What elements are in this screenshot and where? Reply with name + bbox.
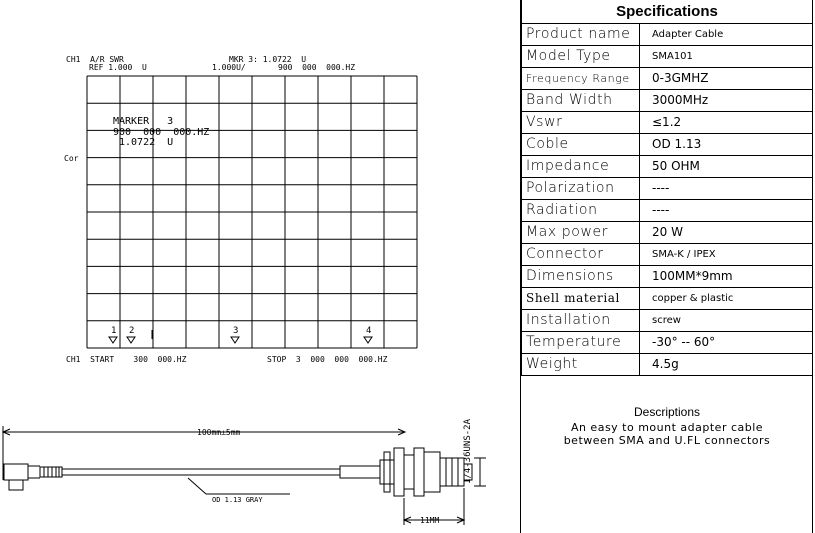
specifications-panel [520,0,813,533]
description-title: Descriptions [633,405,701,419]
length-dimension-label: 100mm±5mm [197,428,241,437]
spec-value: copper & plastic [640,287,813,309]
spec-row [522,67,813,89]
spec-value: 50 OHM [640,155,813,177]
plot-ref-label: REF 1.000 U [89,63,147,72]
spec-key: Band Width [522,89,640,111]
spec-value: 3000MHz [640,89,813,111]
spec-value: -30° -- 60° [640,331,813,353]
spec-value: 100MM*9mm [640,265,813,287]
spec-row [522,265,813,287]
cable-technical-drawing [0,360,515,533]
spec-row [522,309,813,331]
marker-arrow [364,337,372,343]
spec-value: SMA-K / IPEX [640,243,813,265]
spec-key: Radiation [522,199,640,221]
marker-value: 1.0722 U [119,137,174,148]
spec-row [522,133,813,155]
spec-key: Impedance [522,155,640,177]
spec-value: screw [640,309,813,331]
spec-key: Product name [522,23,640,45]
marker-arrow [127,337,135,343]
description-block [521,405,813,447]
plot-scale-label: 1.000U/ [212,63,246,72]
spec-row [522,155,813,177]
marker-arrow [231,337,239,343]
spec-value: ---- [640,199,813,221]
spec-key: Model Type [522,45,640,67]
marker-glyph: 1 [111,326,117,336]
spec-row [522,243,813,265]
spec-row [522,23,813,45]
spec-value: OD 1.13 [640,133,813,155]
spec-row [522,221,813,243]
spec-value: 4.5g [640,353,813,375]
description-line: An easy to mount adapter cable [570,421,764,434]
plot-stop-label: STOP 3 000 000 000.HZ [267,355,388,364]
plot-start-label: CH1 START 300 000.HZ [66,355,187,364]
plot-channel-label: CH1 A/R SWR [66,55,124,64]
spec-row [522,287,813,309]
spec-value: ≤1.2 [640,111,813,133]
plot-marker-readout: MKR 3: 1.0722 U [229,55,307,64]
spec-row [522,177,813,199]
cable-type-label: OD 1.13 GRAY [212,496,263,504]
thread-spec-label: 1/4-36UNS-2A [463,418,473,484]
spec-row [522,89,813,111]
spec-row [522,45,813,67]
spec-key: Polarization [522,177,640,199]
spec-row [522,353,813,375]
marker-glyph: 3 [233,326,239,336]
spec-key: Coble [522,133,640,155]
specifications-table [521,0,813,376]
spec-key: Connector [522,243,640,265]
spec-row [522,111,813,133]
spec-value: ---- [640,177,813,199]
plot-marker-freq: 900 000 000.HZ [278,63,356,72]
spec-value: 20 W [640,221,813,243]
spec-value: SMA101 [640,45,813,67]
spec-key: Vswr [522,111,640,133]
spec-key: Frequency Range [522,67,640,89]
spec-key: Shell material [522,287,640,309]
description-line: between SMA and U.FL connectors [563,434,771,447]
marker-glyph: 2 [129,326,135,336]
specifications-title: Specifications [522,0,813,23]
spec-value: 0-3GMHZ [640,67,813,89]
spec-key: Weight [522,353,640,375]
marker-frequency: 900 000 000.HZ [113,127,210,138]
spec-key: Max power [522,221,640,243]
spec-key: Temperature [522,331,640,353]
spec-key: Installation [522,309,640,331]
plot-side-label: Cor [64,154,79,163]
spec-row [522,199,813,221]
marker-title: MARKER 3 [113,116,174,127]
spec-row [522,331,813,353]
spec-value: Adapter Cable [640,23,813,45]
marker-arrow [109,337,117,343]
spec-key: Dimensions [522,265,640,287]
width-dimension-label: 11MM [420,516,440,525]
marker-glyph: 4 [366,326,372,336]
